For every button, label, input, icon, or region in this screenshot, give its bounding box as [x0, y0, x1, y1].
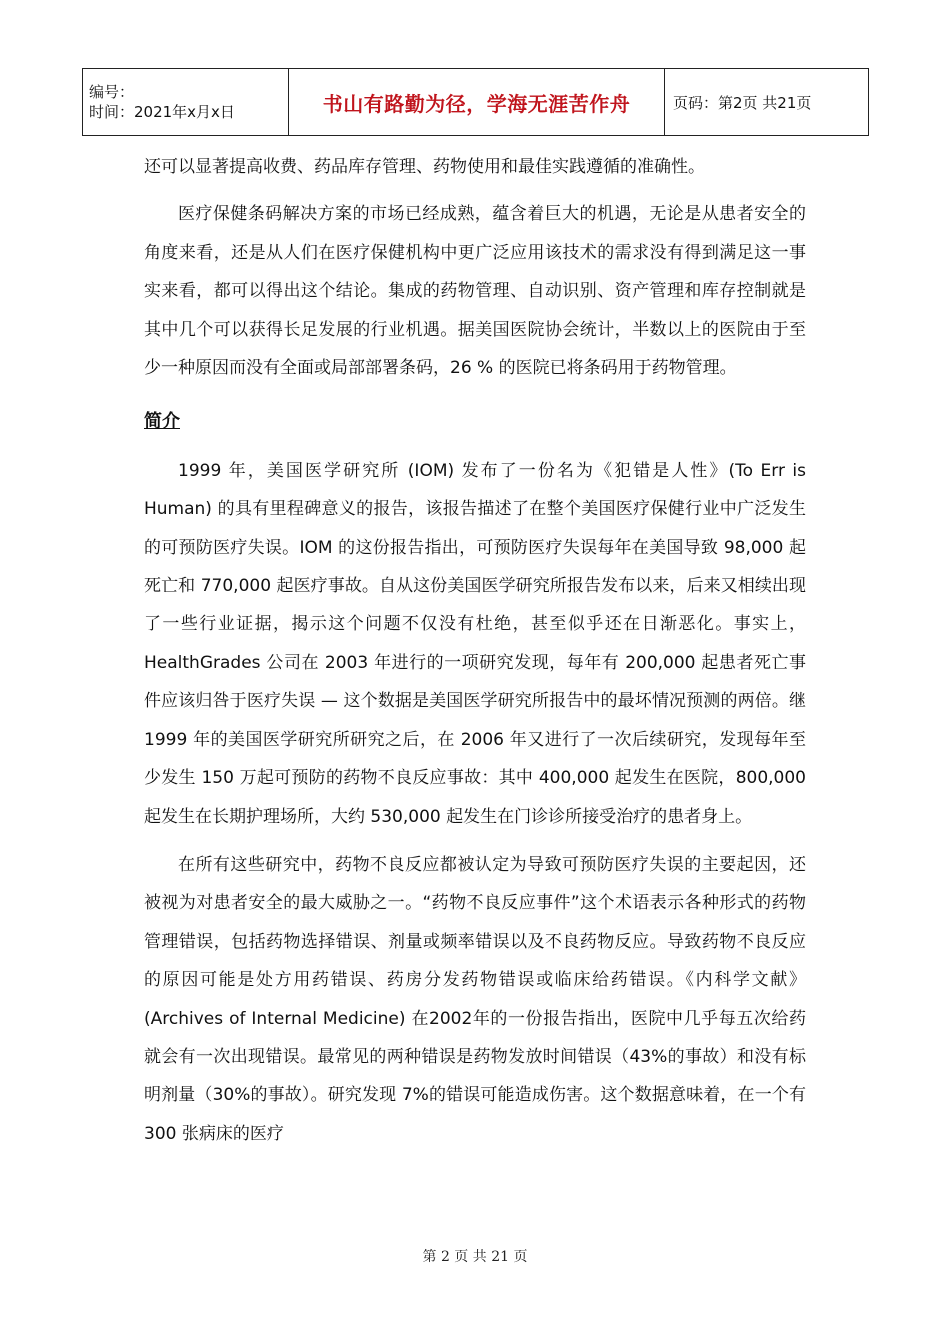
paragraph-2: 医疗保健条码解决方案的市场已经成熟，蕴含着巨大的机遇，无论是从患者安全的角度来看，还是从人们在医疗保健机构中更广泛应用该技术的需求没有得到满足这一事实来看，都可以得出这个结论。集成的药物管理、自动识别、资产管理和库存控制就是其中几个可以获得长足发展的行业机遇。据美国医院协会统计，半数以上的医院由于至少一种原因而没有全面或局部部署条码，26 % 的医院已将条码用于药物管理。	[144, 204, 806, 379]
paragraph-1: 还可以显著提高收费、药品库存管理、药物使用和最佳实践遵循的准确性。	[144, 157, 705, 177]
header-motto: 书山有路勤为径，学海无涯苦作舟	[289, 69, 665, 136]
document-number-label: 编号：	[89, 83, 135, 101]
header-meta-cell	[83, 69, 289, 136]
document-header	[82, 68, 869, 136]
page-footer: 第 2 页 共 21 页	[422, 1249, 528, 1265]
document-time-label: 时间：2021年x月x日	[89, 103, 235, 121]
paragraph-3: 1999 年，美国医学研究所 (IOM) 发布了一份名为《犯错是人性》(To Err is Human) 的具有里程碑意义的报告，该报告描述了在整个美国医疗保健行业中广泛发生的可预防医疗失误。IOM 的这份报告指出，可预防医疗失误每年在美国导致 98,000 起死亡和 770,000 起医疗事故。自从这份美国医学研究所报告发布以来，后来又相续出现了一些行业证据，揭示这个问题不仅没有杜绝，甚至似乎还在日渐恶化。事实上，HealthGrades 公司在 2003 年进行的一项研究发现，每年有 200,000 起患者死亡事件应该归咎于医疗失误 — 这个数据是美国医学研究所报告中的最坏情况预测的两倍。继 1999 年的美国医学研究所研究之后，在 2006 年又进行了一次后续研究，发现每年至少发生 150 万起可预防的药物不良反应事故：其中 400,000 起发生在医院，800,000 起发生在长期护理场所，大约 530,000 起发生在门诊诊所接受治疗的患者身上。	[144, 460, 806, 827]
paragraph-4: 在所有这些研究中，药物不良反应都被认定为导致可预防医疗失误的主要起因，还被视为对患者安全的最大威胁之一。“药物不良反应事件”这个术语表示各种形式的药物管理错误，包括药物选择错误、剂量或频率错误以及不良药物反应。导致药物不良反应的原因可能是处方用药错误、药房分发药物错误或临床给药错误。《内科学文献》(Archives of Internal Medicine) 在2002年的一份报告指出，医院中几乎每五次给药就会有一次出现错误。最常见的两种错误是药物发放时间错误（43%的事故）和没有标明剂量（30%的事故）。研究发现 7%的错误可能造成伤害。这个数据意味着，在一个有 300 张病床的医疗	[144, 854, 806, 1144]
section-title: 简介	[144, 411, 180, 433]
document-body	[144, 148, 806, 1153]
header-page-label: 页码：第2页 共21页	[665, 69, 869, 136]
